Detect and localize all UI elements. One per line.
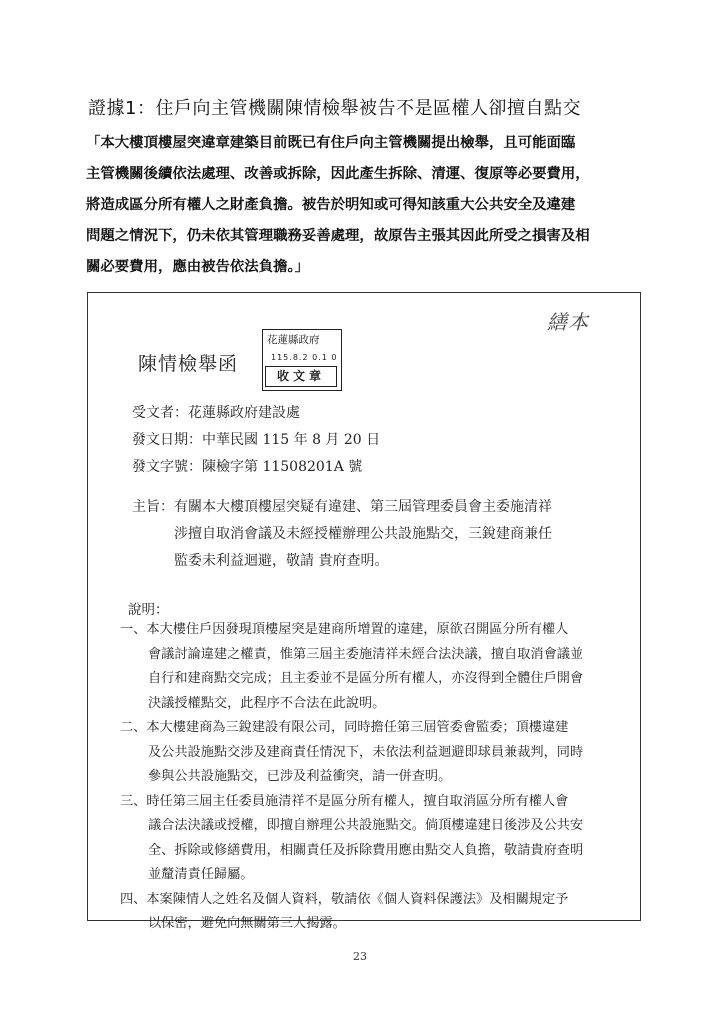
quote-line: 關必要費用，應由被告依法負擔。」 [86,259,310,275]
item-line: 以保密，避免向無關第三人揭露。 [148,916,346,931]
stamp-org: 花蓮縣政府 [267,334,320,346]
item-line: 二、本大樓建商為三銳建設有限公司，同時擔任第三屆管委會監委；頂樓違建 [120,720,569,735]
explanation-item [120,716,630,790]
subject-line: 涉擅自取消會議及未經授權辦理公共設施點交，三銳建商兼任 [174,526,552,542]
evidence-heading: 證據1：住戶向主管機關陳情檢舉被告不是區權人卻擅自點交 [88,98,581,119]
letter-title: 陳情檢舉函 [138,353,239,375]
explanation-item [120,888,630,937]
stamp-label: 收文章 [265,366,337,387]
item-line: 決議授權點交，此程序不合法在此說明。 [148,695,386,711]
subject-block [132,494,552,575]
recipient: 受文者：花蓮縣政府建設處 [132,405,300,421]
subject-line: 監委未利益迴避，敬請 貴府查明。 [174,553,389,569]
quoted-paragraph [86,128,646,283]
handwritten-mark: 繕本 [547,310,589,334]
issue-date: 發文日期：中華民國 115 年 8 月 20 日 [132,432,381,448]
stamp-date: 115.8.2 0.1 0 [271,353,338,362]
quote-line: 問題之情況下，仍未依其管理職務妥善處理，故原告主張其因此所受之損害及相 [86,228,590,244]
item-line: 參與公共設施點交，已涉及利益衝突，請一併查明。 [148,769,452,784]
item-line: 議合法決議或授權，即擅自辦理公共設施點交。倘頂樓違建日後涉及公共安 [148,818,584,833]
item-line: 會議討論違建之權責，惟第三屆主委施清祥未經合法決議，擅自取消會議並 [148,646,584,662]
explanation-item [120,790,630,888]
quote-line: 將造成區分所有權人之財產負擔。被告於明知或可得知該重大公共安全及違建 [86,197,576,213]
receipt-stamp [262,329,342,391]
explanation-items [120,618,630,937]
item-line: 三、時任第三屆主任委員施清祥不是區分所有權人，擅自取消區分所有權人會 [120,793,569,809]
item-line: 及公共設施點交涉及建商責任情況下，未依法利益迴避即球員兼裁判，同時 [148,744,584,760]
item-line: 四、本案陳情人之姓名及個人資料，敬請依《個人資料保護法》及相關規定予 [120,891,569,907]
explanation-item [120,618,630,716]
reference-number: 發文字號：陳檢字第 11508201A 號 [132,459,363,475]
subject-line: 主旨：有關本大樓頂樓屋突疑有違建、第三屆管理委員會主委施清祥 [132,499,552,515]
item-line: 一、本大樓住戶因發現頂樓屋突是建商所增置的違建，原欲召開區分所有權人 [120,622,569,637]
page-number: 23 [353,950,367,963]
item-line: 自行和建商點交完成；且主委並不是區分所有權人，亦沒得到全體住戶開會 [148,671,584,686]
item-line: 全、拆除或修繕費用，相關責任及拆除費用應由點交人負擔，敬請貴府查明 [148,842,584,858]
quote-line: 主管機關後續依法處理、改善或拆除，因此產生拆除、清運、復原等必要費用， [86,166,590,182]
explanation-label: 說明： [128,602,169,618]
quote-line: 「本大樓頂樓屋突違章建築目前既已有住戶向主管機關提出檢舉，且可能面臨 [86,135,576,151]
item-line: 並釐清責任歸屬。 [148,867,254,882]
